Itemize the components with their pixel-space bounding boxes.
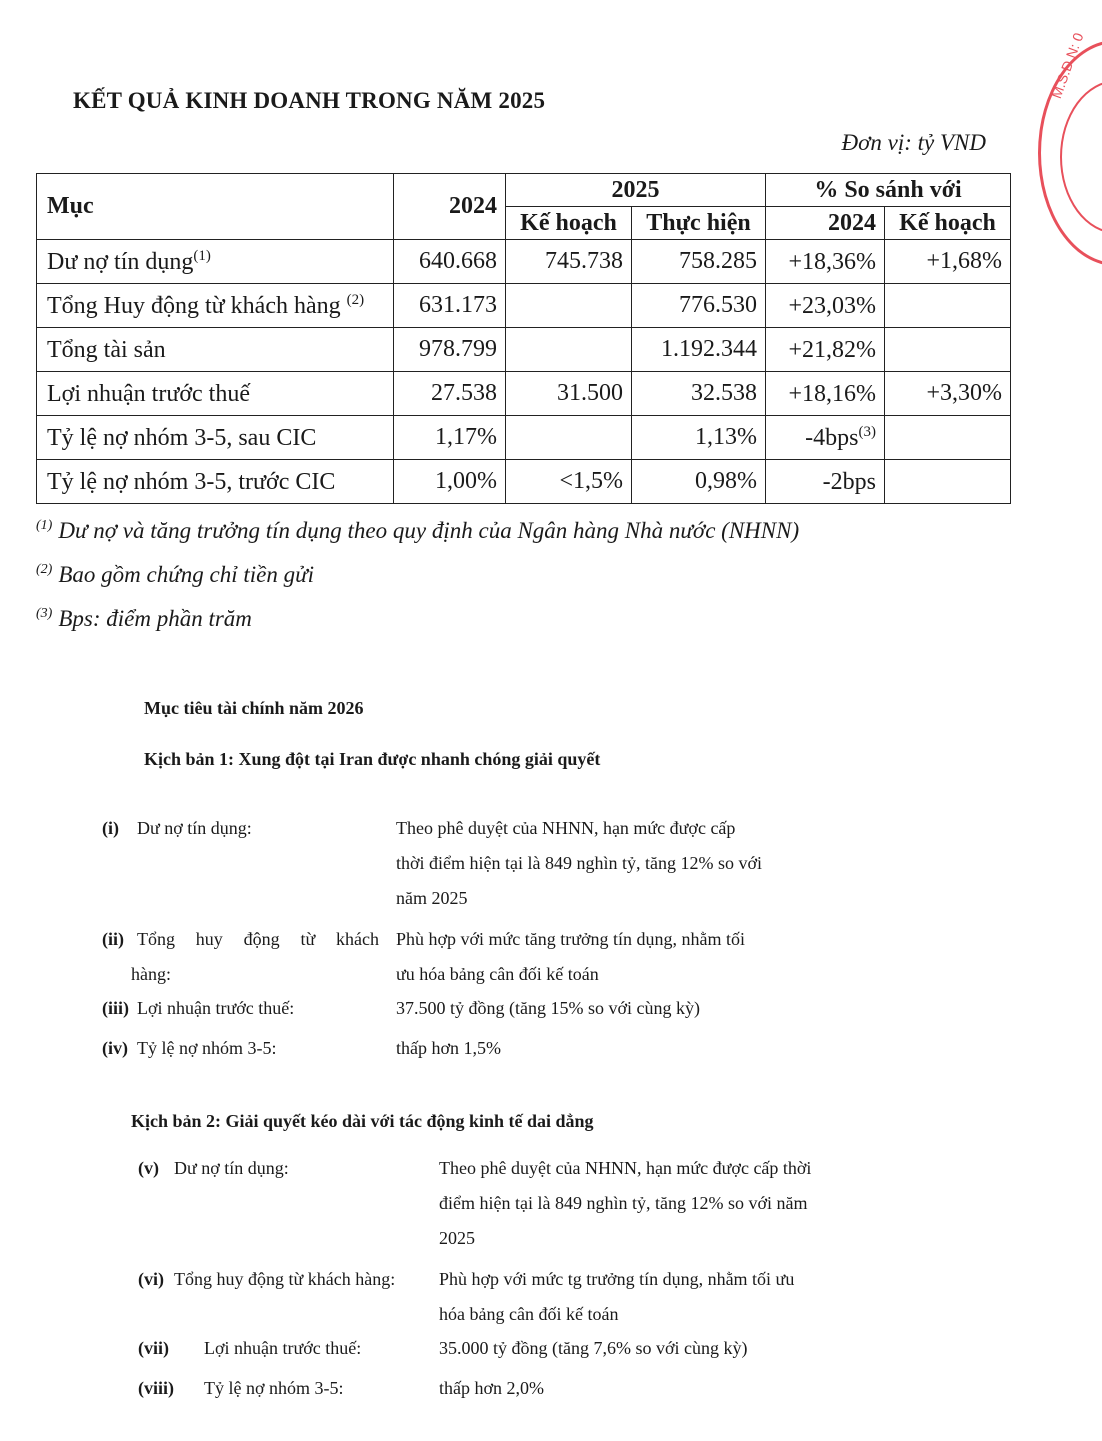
table-cell: 758.285 [632,240,766,284]
s2-label: Tỷ lệ nợ nhóm 3-5: [204,1378,344,1398]
s2-value: thấp hơn 2,0% [439,1378,545,1398]
table-cell [506,328,632,372]
table-cell [885,284,1011,328]
scenario2-title: Kịch bản 2: Giải quyết kéo dài với tác động kinh tế dai dẳng [131,1111,594,1131]
s2-num: (vii) [138,1338,169,1358]
table-cell: -2bps [766,460,885,504]
table-row [37,372,1011,416]
table-cell: +23,03% [766,284,885,328]
header-compare: % So sánh với [766,174,1011,207]
table-cell: Tỷ lệ nợ nhóm 3-5, sau CIC [37,416,394,460]
table-row [37,416,1011,460]
unit-label: Đơn vị: tỷ VND [841,130,986,155]
table-cell: 32.538 [632,372,766,416]
table-row [37,460,1011,504]
header-actual: Thực hiện [632,207,766,240]
table-cell: +18,36% [766,240,885,284]
header-plan: Kế hoạch [506,207,632,240]
table-cell: Lợi nhuận trước thuế [37,372,394,416]
s1-value: thấp hơn 1,5% [396,1038,502,1058]
s1-label: Dư nợ tín dụng: [137,818,252,838]
s2-label: Tổng huy động từ khách hàng: [174,1269,396,1289]
table-cell: 1,17% [394,416,506,460]
table-cell: 978.799 [394,328,506,372]
s1-num: (ii) [102,929,124,949]
s1-label: Tỷ lệ nợ nhóm 3-5: [137,1038,277,1058]
table-cell: <1,5% [506,460,632,504]
s2-value: 35.000 tỷ đồng (tăng 7,6% so với cùng kỳ) [439,1338,748,1358]
table-cell: +3,30% [885,372,1011,416]
s1-label-cont: hàng: [131,964,171,984]
table-cell: 1,13% [632,416,766,460]
footnote: $^{(2)}$ Bao gồm chứng chỉ tiền gửi [36,562,315,587]
table-row [37,328,1011,372]
s1-num: (i) [102,818,119,838]
table-cell: 31.500 [506,372,632,416]
stamp-text: M.S.D.N: 0 [1048,30,1087,101]
s2-value: Phù hợp với mức tg trưởng tín dụng, nhằm tối ưu hóa bảng cân đối kế toán [439,1269,795,1324]
header-item: Mục [37,174,394,240]
header-vsplan: Kế hoạch [885,207,1011,240]
table-cell [885,328,1011,372]
targets-title: Mục tiêu tài chính năm 2026 [144,698,364,718]
table-cell: 1.192.344 [632,328,766,372]
footnote: $^{(1)}$ Dư nợ và tăng trưởng tín dụng theo quy định của Ngân hàng Nhà nước (NHNN) [36,518,800,543]
table-cell [885,416,1011,460]
results-table [36,173,1011,504]
table-cell: 631.173 [394,284,506,328]
s1-value: Phù hợp với mức tăng trưởng tín dụng, nhằm tối ưu hóa bảng cân đối kế toán [396,929,746,984]
table-cell: 27.538 [394,372,506,416]
table-cell [506,284,632,328]
table-cell: Dư nợ tín dụng$^{(1)}$ [37,240,394,284]
table-cell: 0,98% [632,460,766,504]
table-cell: 776.530 [632,284,766,328]
header-2024: 2024 [394,174,506,240]
s2-value: Theo phê duyệt của NHNN, hạn mức được cấp thời điểm hiện tại là 849 nghìn tỷ, tăng 12% so với năm 2025 [439,1158,812,1248]
table-cell [885,460,1011,504]
page-title: KẾT QUẢ KINH DOANH TRONG NĂM 2025 [73,88,546,113]
s1-num: (iv) [102,1038,128,1058]
s1-num: (iii) [102,998,129,1018]
header-2025: 2025 [506,174,766,207]
s1-value: Theo phê duyệt của NHNN, hạn mức được cấp thời điểm hiện tại là 849 nghìn tỷ, tăng 12% so với năm 2025 [396,818,762,908]
table-cell: Tỷ lệ nợ nhóm 3-5, trước CIC [37,460,394,504]
table-cell [506,416,632,460]
s2-num: (vi) [138,1269,164,1289]
s2-label: Lợi nhuận trước thuế: [204,1338,362,1358]
footnote: $^{(3)}$ Bps: điểm phần trăm [36,606,252,631]
s2-label: Dư nợ tín dụng: [174,1158,289,1178]
table-cell: +18,16% [766,372,885,416]
s2-num: (v) [138,1158,159,1178]
scenario1-title: Kịch bản 1: Xung đột tại Iran được nhanh chóng giải quyết [144,749,601,769]
table-cell: Tổng tài sản [37,328,394,372]
table-cell: 1,00% [394,460,506,504]
footnotes [36,518,799,650]
header-vs2024: 2024 [766,207,885,240]
table-cell: +21,82% [766,328,885,372]
table-cell: 745.738 [506,240,632,284]
table-row [37,284,1011,328]
table-row [37,240,1011,284]
s2-num: (viii) [138,1378,174,1398]
table-cell: 640.668 [394,240,506,284]
s1-value: 37.500 tỷ đồng (tăng 15% so với cùng kỳ) [396,998,700,1018]
s1-label: Tổng huy động từ khách [137,929,379,949]
table-cell: +1,68% [885,240,1011,284]
table-cell: Tổng Huy động từ khách hàng $^{(2)}$ [37,284,394,328]
s1-label: Lợi nhuận trước thuế: [137,998,295,1018]
table-cell: -4bps$^{(3)}$ [766,416,885,460]
